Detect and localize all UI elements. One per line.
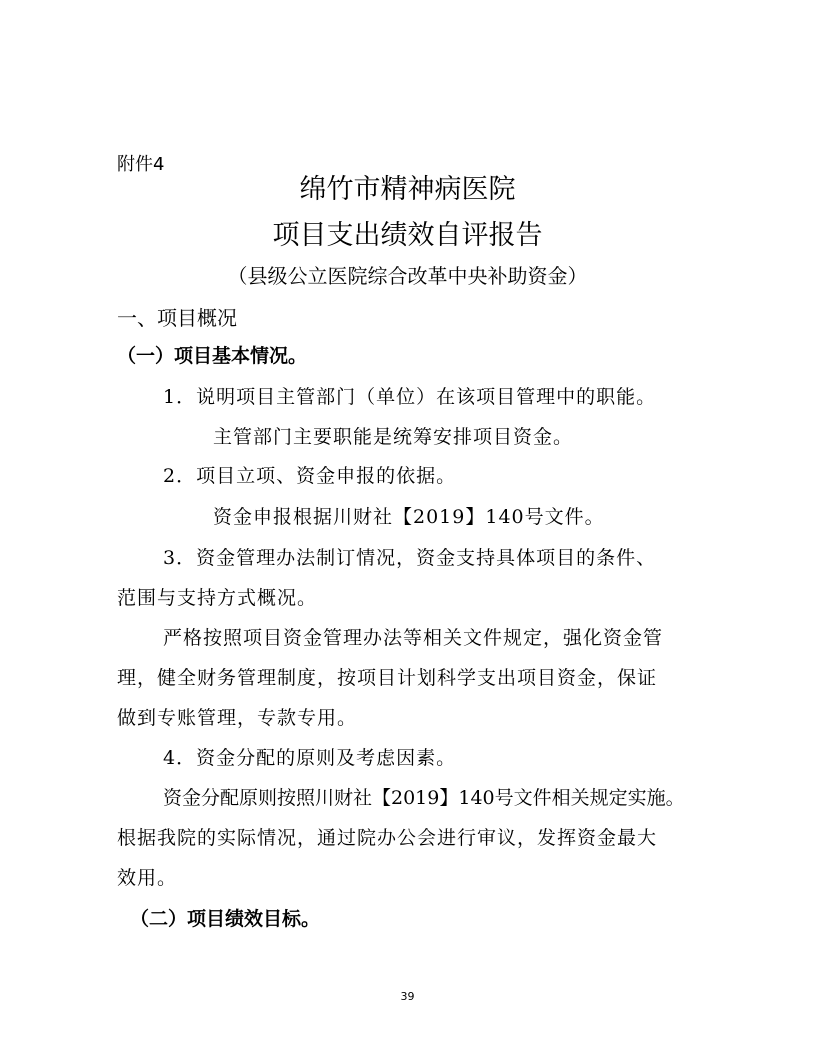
item3-question-line1: 3．资金管理办法制订情况，资金支持具体项目的条件、 — [163, 547, 657, 569]
item1-question: 1．说明项目主管部门（单位）在该项目管理中的职能。 — [163, 386, 657, 408]
item3-answer-line2: 理，健全财务管理制度，按项目计划科学支出项目资金，保证 — [117, 667, 658, 689]
attachment-label: 附件4 — [117, 154, 165, 175]
title-line-3: （县级公立医院综合改革中央补助资金） — [227, 264, 588, 288]
page-number: 39 — [400, 990, 415, 1003]
title-line-2: 项目支出绩效自评报告 — [272, 220, 543, 251]
item3-answer-line1: 严格按照项目资金管理办法等相关文件规定，强化资金管 — [163, 627, 664, 649]
item4-question: 4．资金分配的原则及考虑因素。 — [163, 747, 457, 769]
item3-question-line2: 范围与支持方式概况。 — [117, 587, 318, 609]
item2-answer: 资金申报根据川财社【2019】140号文件。 — [213, 506, 605, 528]
item4-answer-line2: 根据我院的实际情况，通过院办公会进行审议，发挥资金最大 — [117, 827, 658, 849]
subsection-heading-performance-goals: （二）项目绩效目标。 — [130, 908, 321, 930]
item3-answer-line3: 做到专账管理，专款专用。 — [117, 707, 358, 729]
item4-answer-line1: 资金分配原则按照川财社【2019】140号文件相关规定实施。 — [163, 787, 685, 809]
item2-question: 2．项目立项、资金申报的依据。 — [163, 465, 457, 487]
title-line-1: 绵竹市精神病医院 — [299, 174, 516, 205]
item1-answer: 主管部门主要职能是统筹安排项目资金。 — [213, 426, 574, 448]
subsection-heading-basic-info: （一）项目基本情况。 — [117, 345, 308, 367]
item4-answer-line3: 效用。 — [117, 867, 178, 889]
section-heading-overview: 一、项目概况 — [117, 306, 237, 330]
